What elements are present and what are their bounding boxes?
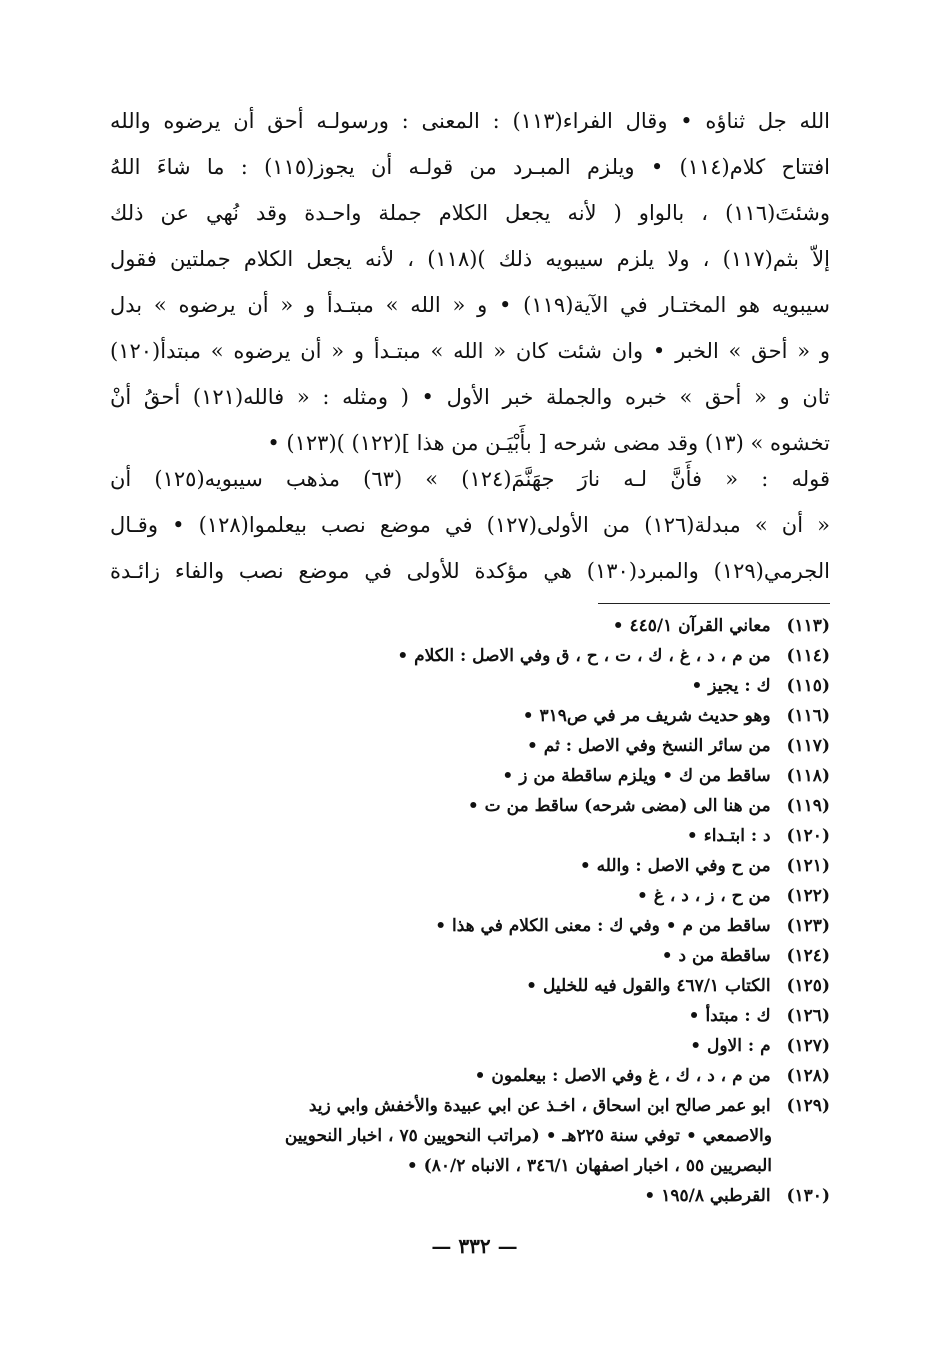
footnote-number: (١٢٧)	[786, 1036, 830, 1056]
footnote-number: (١٢٨)	[786, 1066, 830, 1086]
footnote-number: (١١٩)	[786, 796, 830, 816]
footnote-text: من ح ، ز ، د ، غ •	[636, 886, 771, 906]
footnote	[110, 761, 830, 791]
text-line: ثان و « أحق » خبره والجملة خبر الأول • ( ومثله : « فالله(١٢١) أحقُ أنْ	[110, 385, 830, 409]
footnote-text: د : ابتـداء •	[686, 826, 771, 846]
footnote	[110, 971, 830, 1001]
footnote-number: (١١٣)	[786, 616, 830, 636]
footnote-number: (١٢٢)	[786, 886, 830, 906]
footnote-number: (١١٤)	[786, 646, 830, 666]
footnote-text: ساقط من م • وفي ك : معنى الكلام في هذا •	[435, 916, 771, 936]
text-line: وشئتَ(١١٦) ، بالواو ( لأنه يجعل الكلام جملة واحـدة وقد نُهي عن ذلك	[110, 201, 830, 225]
footnote	[110, 671, 830, 701]
footnote-text: ك : يجيز •	[691, 676, 771, 696]
footnote-text: من سائر النسخ وفي الاصل : ثم •	[526, 736, 771, 756]
second-paragraph	[110, 456, 830, 594]
footnote	[110, 821, 830, 851]
footnote	[110, 911, 830, 941]
footnote-text: من هنا الى (مضى شرحه) ساقط من ت •	[467, 796, 771, 816]
footnote-text: ابو عمر صالح ابن اسحاق ، اخـذ عن ابي عبيدة والأخفش وابي زيد	[308, 1096, 771, 1116]
text-line: سيبويه هو المختـار في الآية(١١٩) • و « الله » مبتـدأ و « أن يرضوه » بدل	[110, 293, 830, 317]
footnote-text: معاني القرآن ٤٤٥/١ •	[612, 616, 771, 636]
footnote-number: (١٢١)	[786, 856, 830, 876]
footnote-continuation: والاصمعي • توفي سنة ٢٢٥هـ • (مراتب النحويين ٧٥ ، اخبار النحويين	[284, 1126, 772, 1146]
footnote-number: (١١٧)	[786, 736, 830, 756]
footnote-continuation: البصريين ٥٥ ، اخبار اصفهان ٣٤٦/١ ، الانباه ٨٠/٢) •	[406, 1156, 772, 1176]
footnote-number: (١٣٠)	[786, 1186, 830, 1206]
text-line: و « أحق » الخبر • وان شئت كان « الله » مبتـدأ و « أن يرضوه » مبتدأ(١٢٠)	[110, 339, 830, 363]
footnote	[110, 701, 830, 731]
footnote-text: ك : مبتدأ •	[688, 1006, 771, 1026]
text-line: تخشوه » (١٣) وقد مضى شرحه [ بأَبْيَـن من هذا ](١٢٢) )(١٢٣) •	[267, 431, 830, 455]
footnote-text: من ح وفي الاصل : والله •	[579, 856, 771, 876]
footnote-number: (١٢٠)	[786, 826, 830, 846]
footnote	[110, 1181, 830, 1211]
text-line: « أن » مبدلة(١٢٦) من الأولى(١٢٧) في موضع نصب بيعلموا(١٢٨) • وقـال	[110, 513, 830, 537]
footnote	[110, 1031, 830, 1061]
footnote-text: القرطبي ١٩٥/٨ •	[644, 1186, 771, 1206]
footnote-text: من م ، د ، غ ، ك ، ت ، ح ، ق وفي الاصل : الكلام •	[397, 646, 771, 666]
footnote	[110, 731, 830, 761]
footnote	[110, 1001, 830, 1031]
footnote-text: الكتاب ٤٦٧/١ والقول فيه للخليل •	[526, 976, 771, 996]
text-line: افتتاح كلام(١١٤) • ويلزم المبـرد من قولـه أن يجوز(١١٥) : ما شاءَ اللهُ	[110, 155, 830, 179]
footnote	[110, 611, 830, 641]
footnote	[110, 1091, 830, 1121]
footnote-text: ساقطة من د •	[661, 946, 771, 966]
footnote-number: (١١٥)	[786, 676, 830, 696]
footnote-number: (١٢٣)	[786, 916, 830, 936]
footnote-number: (١١٦)	[786, 706, 830, 726]
text-line: الله جل ثناؤه • وقال الفراء(١١٣) : المعنى : ورسولـه أحق أن يرضوه والله	[110, 109, 830, 133]
footnote-number: (١٢٤)	[786, 946, 830, 966]
text-line: الجرمي(١٢٩) والمبرد(١٣٠) هي مؤكدة للأولى في موضع نصب والفاء زائـدة	[110, 559, 830, 583]
footnote-text: ساقط من ك • ويلزم ساقطة من ز •	[502, 766, 771, 786]
footnote-number: (١١٨)	[786, 766, 830, 786]
footnote	[110, 1061, 830, 1091]
footnote-text: وهو حديث شريف مر في ص٣١٩ •	[522, 706, 771, 726]
footnote-number: (١٢٥)	[786, 976, 830, 996]
text-line: إلاّ بثم(١١٧) ، ولا يلزم سيبويه ذلك )(١١٨) ، لأنه يجعل الكلام جملتين فقول	[110, 247, 830, 271]
footnote	[110, 791, 830, 821]
footnote	[110, 941, 830, 971]
main-text-block	[110, 98, 830, 466]
footnote-text: م : الاول •	[690, 1036, 771, 1056]
footnote-number: (١٢٩)	[786, 1096, 830, 1116]
footnote-number: (١٢٦)	[786, 1006, 830, 1026]
footnotes-list	[110, 611, 830, 1211]
text-line: قوله : « فأَنَّ لـه نارَ جهَنَّمَ(١٢٤) » (٦٣) مذهب سيبويه(١٢٥) أن	[110, 467, 830, 491]
page-number: — ٣٣٢ —	[431, 1234, 518, 1258]
footnote	[110, 851, 830, 881]
footnote	[110, 641, 830, 671]
footnote-text: من م ، د ، ك ، غ وفي الاصل : بيعلمون •	[474, 1066, 771, 1086]
footnote-divider	[598, 603, 830, 604]
footnote	[110, 881, 830, 911]
